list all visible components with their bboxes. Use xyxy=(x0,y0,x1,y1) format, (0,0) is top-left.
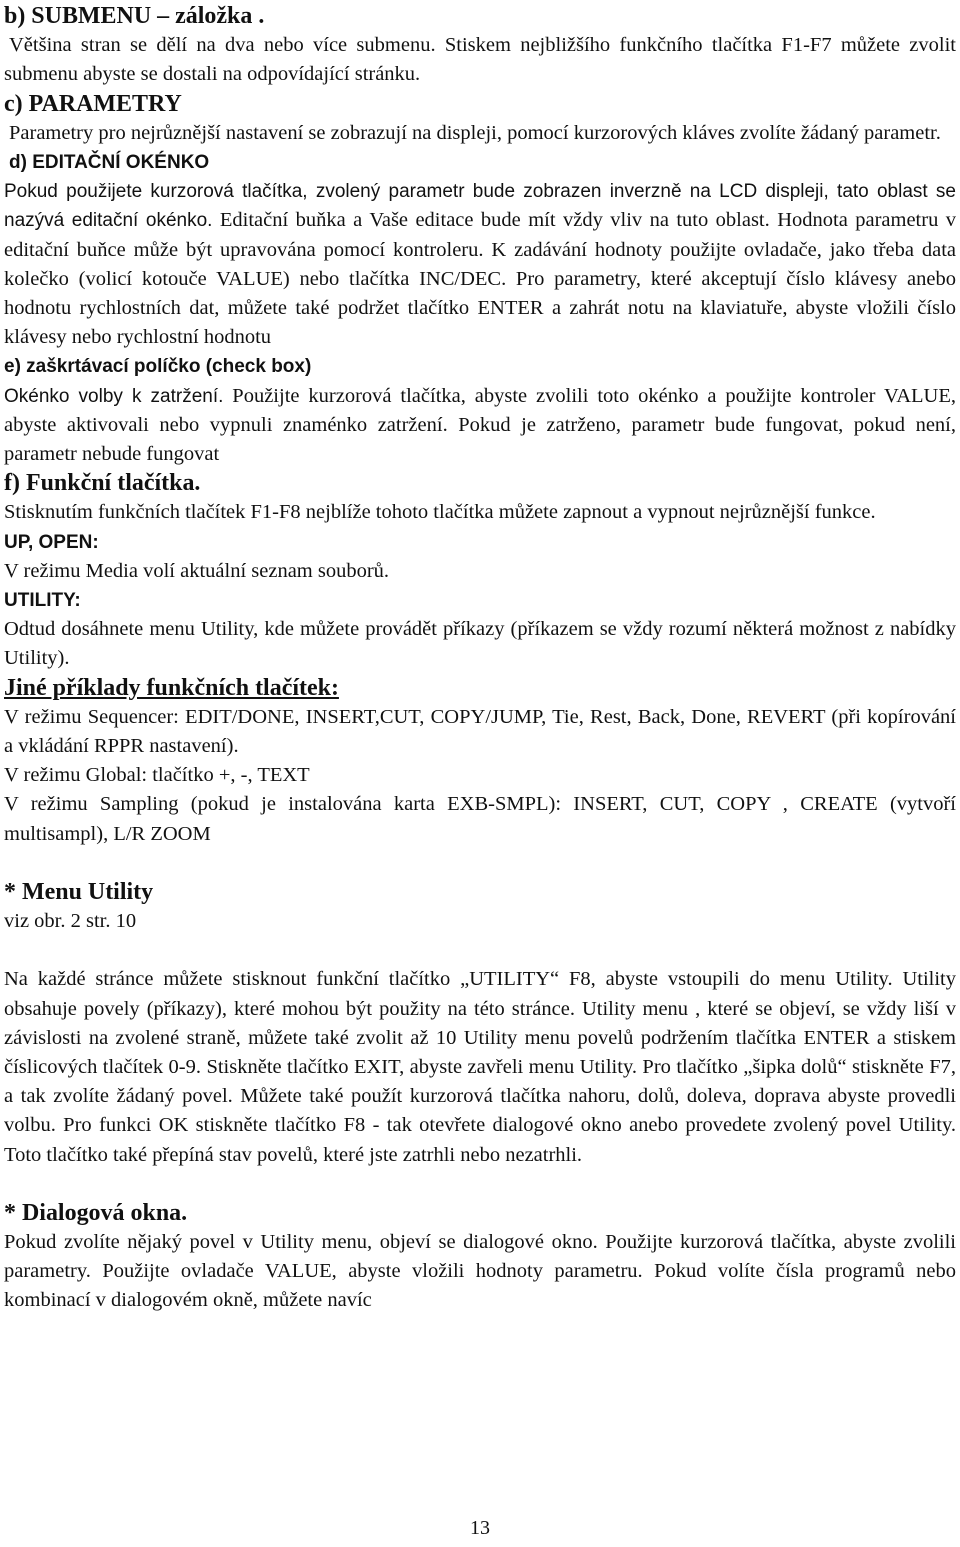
editacni-text-2: Editační buňka a Vaše editace bude mít vždy vliv na tuto oblast. xyxy=(212,209,770,232)
heading-utility: UTILITY: xyxy=(4,590,81,612)
editacni-text-5: Pro parametry, které akceptují číslo klávesy anebo hodnotu rychlostních dat, můžete také podržet tlačítko ENTER a zahrát notu na klaviatuře, abyste vložili číslo klávesy nebo rychlostní hodnotu xyxy=(4,267,956,349)
spacer xyxy=(4,936,956,965)
paragraph-submenu: Většina stran se dělí na dva nebo více submenu. Stiskem nejbližšího funkčního tlačítka F1-F7 můžete zvolit submenu abyste se dostali na odpovídající stránku. xyxy=(4,34,956,86)
paragraph-sampling: V režimu Sampling (pokud je instalována karta EXB-SMPL): INSERT, CUT, COPY , CREATE (vytvoří multisampl), L/R ZOOM xyxy=(4,793,956,845)
heading-dialogova-okna: * Dialogová okna. xyxy=(4,1199,188,1226)
checkbox-text-1: Okénko volby k zatržení. xyxy=(4,385,224,407)
heading-funkcni-tlacitka: f) Funkční tlačítka. xyxy=(4,470,201,497)
paragraph-funkcni-tlacitka: Stisknutím funkčních tlačítek F1-F8 nejblíže tohoto tlačítka můžete zapnout a vypnout nejrůznější funkce. xyxy=(4,501,876,524)
paragraph-parametry: Parametry pro nejrůznější nastavení se zobrazují na displeji, pomocí kurzorových kláves zvolíte žádaný parametr. xyxy=(9,121,941,144)
editacni-text-3: Hodnota parametru v editační buňce může být upravována pomocí kontroleru. xyxy=(4,209,956,261)
spacer xyxy=(4,849,956,878)
editacni-text-4: K zadávání hodnoty použijte ovladače, jako třeba data kolečko (volicí kotouče VALUE) nebo tlačítka INC/DEC. xyxy=(4,238,956,290)
paragraph-menu-utility: Na každé stránce můžete stisknout funkční tlačítko „UTILITY“ F8, abyste vstoupili do menu Utility. Utility obsahuje povely (příkazy), které mohou být použity na této stránce. Utility menu , které se objeví, se vždy liší v závislosti na zvolené straně, můžete také zvolit až 10 Utility menu povelů podržením tlačítka ENTER a stiskem číslicových tlačítek 0-9. Stiskněte tlačítko EXIT, abyste zavřeli menu Utility. Pro tlačítko „šipka dolů“ stiskněte F7, a tak zvolíte žádaný povel. Můžete také použít kurzorová tlačítka nahoru, dolů, doleva, doprava abyste provedli volbu. Pro funkci OK stiskněte tlačítko F8 - tak otevřete dialogové okno anebo provedete zvolený povel Utility. Toto tlačítko také přepíná stav povelů, které jste zatrhli nebo nezatrhli. xyxy=(4,968,956,1166)
checkbox-text-2: Použijte kurzorová tlačítka, abyste zvolili toto okénko a použijte kontroler VALUE, abyste aktivovali nebo vypnuli znaménko zatržení. Pokud je zatrženo, parametr bude fungovat, pokud není, parametr nebude fungovat xyxy=(4,384,956,466)
heading-editacni-okenko: d) EDITAČNÍ OKÉNKO xyxy=(9,152,210,174)
heading-menu-utility: * Menu Utility xyxy=(4,878,154,905)
editacni-text-1: Pokud použijete kurzorová tlačítka, zvolený parametr bude zobrazen inverzně na LCD displeji, tato oblast se nazývá editační okénko. xyxy=(4,181,956,232)
heading-submenu: b) SUBMENU – záložka . xyxy=(4,3,265,29)
paragraph-utility: Odtud dosáhnete menu Utility, kde můžete provádět příkazy (příkazem se vždy rozumí některá možnost z nabídky Utility). xyxy=(4,618,956,670)
heading-checkbox: e) zaškrtávací políčko (check box) xyxy=(4,356,312,378)
page-number: 13 xyxy=(470,1517,490,1539)
paragraph-dialogova-okna: Pokud zvolíte nějaký povel v Utility menu, objeví se dialogové okno. Použijte kurzorová tlačítka, abyste zvolili parametry. Použijte ovladače VALUE, abyste vložili hodnoty parametru. Pokud volíte čísla programů nebo kombinací v dialogovém okně, můžete navíc xyxy=(4,1230,956,1312)
paragraph-menu-utility-ref: viz obr. 2 str. 10 xyxy=(4,910,137,933)
paragraph-global: V režimu Global: tlačítko +, -, TEXT xyxy=(4,764,310,787)
heading-up-open: UP, OPEN: xyxy=(4,531,99,553)
heading-parametry: c) PARAMETRY xyxy=(4,90,182,117)
paragraph-up-open: V režimu Media volí aktuální seznam souborů. xyxy=(4,559,390,582)
heading-jine-priklady: Jiné příklady funkčních tlačítek: xyxy=(4,674,339,701)
paragraph-editacni-okenko xyxy=(4,177,956,352)
paragraph-sequencer: V režimu Sequencer: EDIT/DONE, INSERT,CUT, COPY/JUMP, Tie, Rest, Back, Done, REVERT (při kopírování a vkládání RPPR nastavení). xyxy=(4,705,956,758)
paragraph-checkbox xyxy=(4,382,956,470)
spacer xyxy=(4,1170,956,1199)
